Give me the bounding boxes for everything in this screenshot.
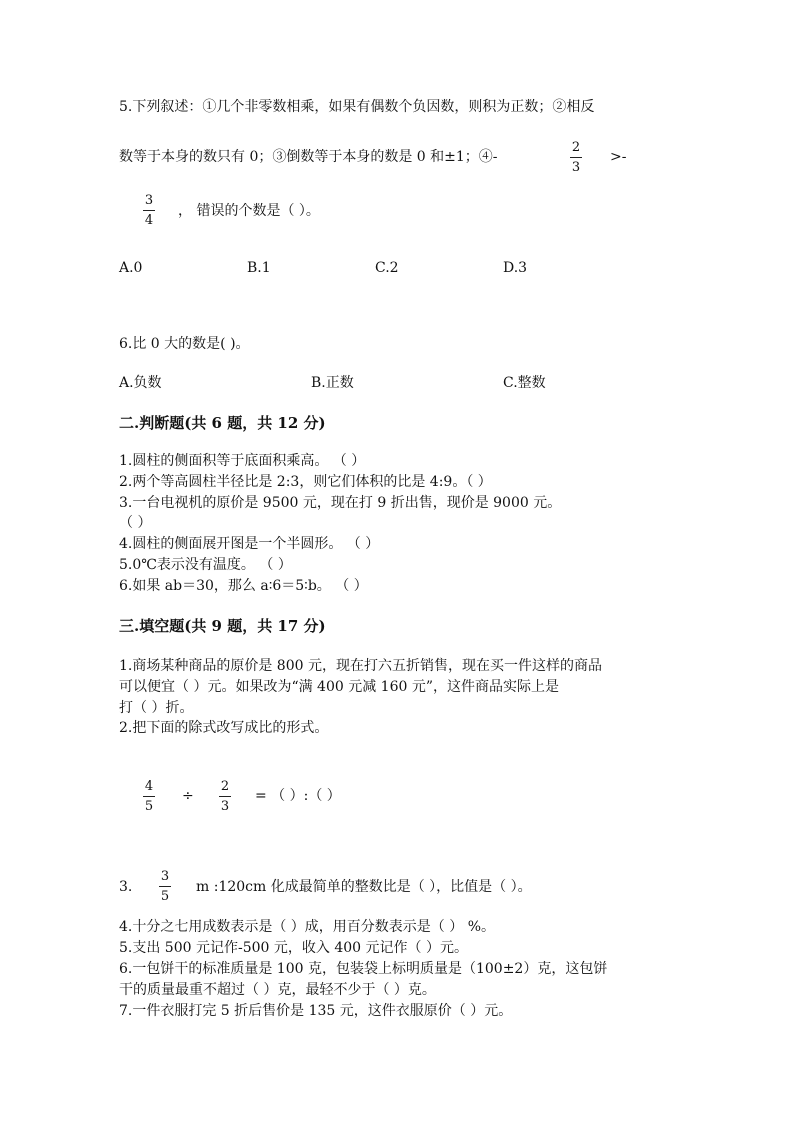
q6-text: 6.比 0 大的数是( )。 — [119, 336, 250, 352]
section3-title: 三.填空题(共 9 题，共 17 分) — [119, 617, 326, 635]
section2-item: 5.0℃表示没有温度。 （ ） — [119, 557, 292, 573]
section3-q1-line: 可以便宜（ ）元。如果改为“满 400 元减 160 元”，这件商品实际上是 — [119, 679, 560, 695]
section2-item: 2.两个等高圆柱半径比是 2:3，则它们体积的比是 4:9。（ ） — [119, 474, 492, 490]
section3-item: 干的质量最重不超过（ ）克，最轻不少于（ ）克。 — [119, 982, 436, 998]
q3-fraction — [159, 869, 171, 904]
fraction-bar — [219, 796, 231, 797]
q5-fraction-b — [143, 193, 155, 228]
q5-option-b: B.1 — [247, 260, 271, 276]
section3-q1-line: 1.商场某种商品的原价是 800 元，现在打六五折销售，现在买一件这样的商品 — [119, 658, 602, 674]
fraction-bar — [143, 796, 155, 797]
fraction-numerator: 2 — [571, 140, 581, 155]
section2-item: 3.一台电视机的原价是 9500 元，现在打 9 折出售，现价是 9000 元。 — [119, 495, 562, 511]
section3-item: 5.支出 500 元记作-500 元，收入 400 元记作（ ）元。 — [119, 940, 468, 956]
q3-text: m :120cm 化成最简单的整数比是（ ），比值是（ ）。 — [196, 879, 532, 895]
q3-number: 3. — [119, 879, 133, 895]
q5-fraction-a — [570, 140, 582, 175]
section3-item: 7.一件衣服打完 5 折后售价是 135 元，这件衣服原价（ ）元。 — [119, 1003, 513, 1019]
q5-greater-than: >- — [610, 149, 627, 165]
section3-q2-text: 2.把下面的除式改写成比的形式。 — [119, 720, 329, 736]
q2-fraction-a — [143, 779, 155, 814]
section2-item: 4.圆柱的侧面展开图是一个半圆形。 （ ） — [119, 536, 380, 552]
q2-divide-sign: ÷ — [182, 788, 194, 804]
fraction-bar — [143, 210, 155, 211]
fraction-numerator: 3 — [160, 869, 170, 884]
q6-option-b: B.正数 — [311, 375, 354, 391]
fraction-bar — [570, 157, 582, 158]
fraction-numerator: 2 — [220, 779, 230, 794]
fraction-denominator: 5 — [160, 889, 170, 904]
section2-item: 1.圆柱的侧面积等于底面积乘高。 （ ） — [119, 453, 366, 469]
q6-option-a: A.负数 — [119, 375, 162, 391]
fraction-numerator: 4 — [144, 779, 154, 794]
fraction-denominator: 4 — [144, 213, 154, 228]
section3-q1-line: 打（ ）折。 — [119, 700, 194, 716]
q6-option-c: C.整数 — [503, 375, 546, 391]
q5-option-c: C.2 — [375, 260, 399, 276]
q5-line1: 5.下列叙述：①几个非零数相乘，如果有偶数个负因数，则积为正数；②相反 — [119, 99, 595, 115]
fraction-denominator: 3 — [220, 799, 230, 814]
section3-item: 4.十分之七用成数表示是（ ）成，用百分数表示是（ ） %。 — [119, 919, 496, 935]
fraction-denominator: 3 — [571, 160, 581, 175]
q5-line3: ， 错误的个数是（ ）。 — [178, 203, 320, 219]
q5-line2: 数等于本身的数只有 0；③倒数等于本身的数是 0 和±1；④- — [119, 149, 498, 165]
q5-option-a: A.0 — [119, 260, 143, 276]
q5-option-d: D.3 — [503, 260, 528, 276]
section2-item: （ ） — [119, 515, 152, 531]
fraction-bar — [159, 886, 171, 887]
q2-fraction-b — [219, 779, 231, 814]
fraction-numerator: 3 — [144, 193, 154, 208]
section3-item: 6.一包饼干的标准质量是 100 克，包装袋上标明质量是（100±2）克，这包饼 — [119, 961, 608, 977]
section2-item: 6.如果 ab＝30，那么 a∶6＝5∶b。 （ ） — [119, 578, 368, 594]
fraction-denominator: 5 — [144, 799, 154, 814]
q2-ratio-blanks: = （ ）:（ ） — [255, 788, 341, 804]
section2-title: 二.判断题(共 6 题，共 12 分) — [119, 414, 326, 432]
